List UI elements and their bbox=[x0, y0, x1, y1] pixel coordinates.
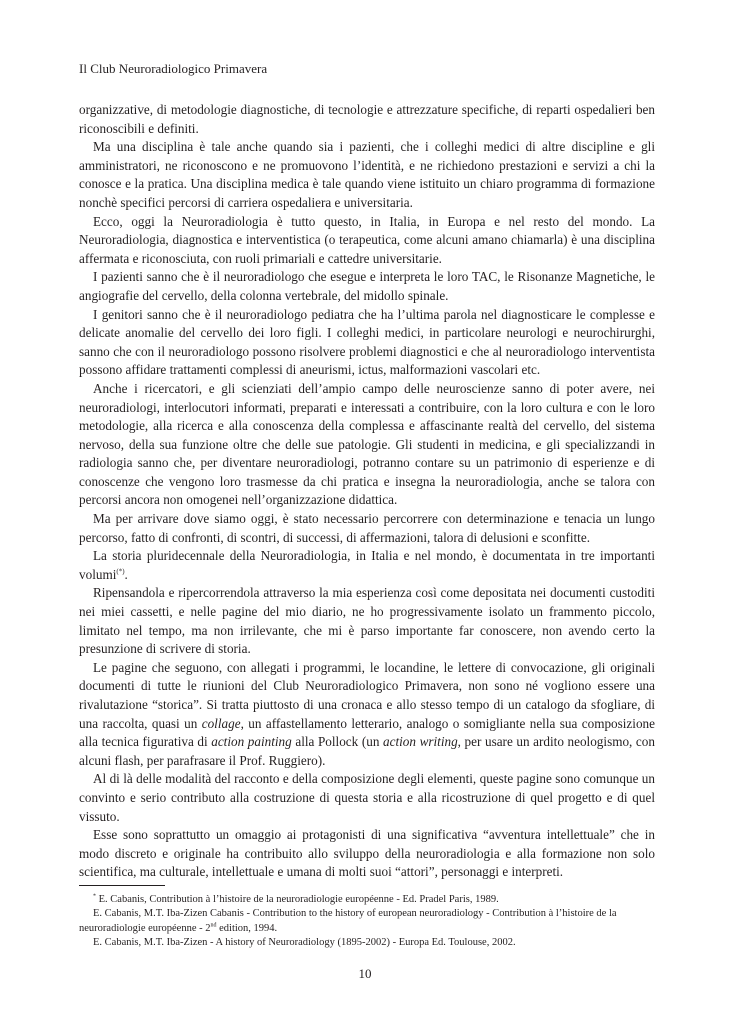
paragraph: I pazienti sanno che è il neuroradiologo che esegue e interpreta le loro TAC, le Risonanze Magnetiche, le angiografie del cervello, della colonna vertebrale, del midollo spinale. bbox=[79, 269, 655, 303]
paragraph: Anche i ricercatori, e gli scienziati dell’ampio campo delle neuroscienze sanno di poter avere, nei neuroradiologi, interlocutori informati, preparati e interessati a contribuire, con la loro cultura e con le loro metodologie, alla ricerca e alla conoscenza della complessa e affascinante realtà del cervello, del sistema nervoso, della sua funzione oltre che delle sue patologie. Gli studenti in medicina, e gli specializzandi in radiologia sanno che, per diventare neuroradiologi, potranno contare su un patrimonio di esperienze e di conoscenze che vengono loro trasmesse da chi pratica e insegna la neuroradiologia, anche se talora con percorsi ancora non omogenei nell’organizzazione didattica. bbox=[79, 380, 655, 508]
paragraph-text: La storia pluridecennale della Neuroradiologia, in Italia e nel mondo, è documentata in tre importanti volumi bbox=[79, 548, 655, 582]
paragraph-text: Le pagine che seguono, con allegati i programmi, le locandine, le lettere di convocazione, gli originali documenti di tutte le riunioni del Club Neuroradiologico Primavera, non sono né vogliono essere una rivalutazione “storica”. Si tratta piuttosto di una cronaca e allo stesso tempo di un catalogo da sfogliare, di una raccolta, quasi un bbox=[79, 659, 655, 731]
paragraph-end: . bbox=[124, 566, 128, 582]
footnote-text: E. Cabanis, M.T. Iba-Zizen Cabanis - Contribution to the history of european neuroradiology - Contribution à l’histoire de la neuroradiologie européenne - 2 bbox=[79, 908, 617, 934]
paragraph: Ripensandola e ripercorrendola attraverso la mia esperienza così come depositata nei documenti custoditi nei miei cassetti, e nelle pagine del mio diario, ne ho progressivamente isolato un frammento piccolo, limitato nel tempo, ma non irrilevante, che mi è parso importante far conoscere, non avendo certo la presunzione di scrivere di storia. bbox=[79, 585, 655, 657]
footnote: E. Cabanis, M.T. Iba-Zizen - A history of Neuroradiology (1895-2002) - Europa Ed. Toulouse, 2002. bbox=[93, 936, 516, 948]
footnote-divider bbox=[79, 885, 165, 886]
paragraph-text: , per usare un ardito neologismo, con alcuni flash, per parafrasare il Prof. Ruggiero). bbox=[79, 734, 655, 768]
italic-term: collage bbox=[201, 715, 241, 731]
italic-term: action writing bbox=[383, 734, 458, 750]
footnote-text: E. Cabanis, Contribution à l’histoire de la neuroradiologie européenne - Ed. Pradel Paris, 1989. bbox=[96, 894, 499, 905]
footnote-text: edition, 1994. bbox=[216, 922, 278, 934]
page-number: 10 bbox=[358, 966, 372, 981]
footnote bbox=[79, 907, 655, 936]
paragraph: organizzative, di metodologie diagnostiche, di tecnologie e attrezzature specifiche, di reparti ospedalieri ben riconoscibili e definiti. bbox=[79, 102, 655, 136]
ordinal-suffix: nd bbox=[210, 922, 217, 929]
paragraph: Ecco, oggi la Neuroradiologia è tutto questo, in Italia, in Europa e nel resto del mondo. La Neuroradiologia, diagnostica e interventistica (o terapeutica, come alcuni amano chiamarla) è una disciplina affermata e riconosciuta, con ruoli primariali e cattedre universitarie. bbox=[79, 213, 655, 266]
paragraph-text: alla Pollock (un bbox=[291, 734, 384, 750]
paragraph: Al di là delle modalità del racconto e della composizione degli elementi, queste pagine sono comunque un convinto e serio contributo alla costruzione di questa storia e alla ricostruzione di quel progetto e di quel vissuto. bbox=[79, 771, 655, 824]
paragraph bbox=[79, 659, 655, 771]
footnote bbox=[79, 893, 655, 907]
paragraph: I genitori sanno che è il neuroradiologo pediatra che ha l’ultima parola nel diagnosticare le complesse e delicate anomalie del cervello dei loro figli. I colleghi medici, in particolare neurologi e neurochirurghi, sanno che con il neuroradiologo possono risolvere problemi diagnostici e che al neuroradiologo interventista possono affidare trattamenti complessi di aneurismi, ictus, malformazioni vascolari etc. bbox=[79, 306, 655, 378]
italic-term: action painting bbox=[211, 734, 292, 750]
paragraph: Ma per arrivare dove siamo oggi, è stato necessario percorrere con determinazione e tenacia un lungo percorso, fatto di confronti, di scontri, di successi, di affermazioni, talora di delusioni e sconfitte. bbox=[79, 511, 655, 545]
paragraph: Ma una disciplina è tale anche quando sia i pazienti, che i colleghi medici di altre discipline e gli amministratori, ne riconoscono e ne promuovono l’identità, e ne richiedono prestazioni e servizi a chi la conosce e la pratica. Una disciplina medica è tale quando viene istituito un chiaro programma di formazione nonchè specifici percorsi di carriera ospedaliera e universitaria. bbox=[79, 139, 655, 210]
paragraph: Esse sono soprattutto un omaggio ai protagonisti di una significativa “avventura intellettuale” che in modo discreto e originale ha contribuito allo sviluppo della neuroradiologia e alla formazione non solo scientifica, ma culturale, intellettuale e umana di molti suoi “attori”, personaggi e interpreti. bbox=[79, 827, 655, 880]
footnotes bbox=[79, 893, 655, 950]
running-head: Il Club Neuroradiologico Primavera bbox=[79, 61, 268, 76]
body-text bbox=[79, 101, 655, 882]
footnote-mark: * bbox=[93, 893, 96, 900]
footnote-reference: (*) bbox=[116, 567, 125, 576]
paragraph-text: , un affastellamento letterario, analogo o somigliante nella sua composizione alla tecnica figurativa di bbox=[79, 715, 655, 750]
paragraph bbox=[79, 547, 655, 584]
